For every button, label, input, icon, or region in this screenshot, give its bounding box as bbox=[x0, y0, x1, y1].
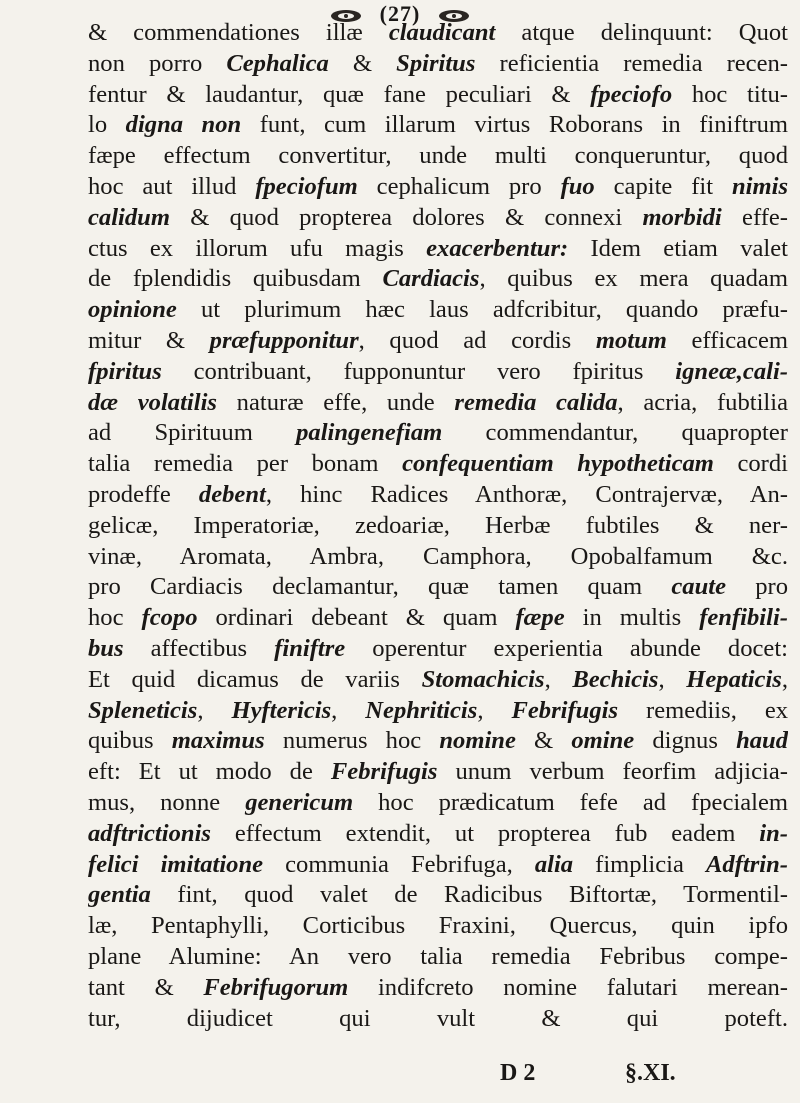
italic-term: fpeciofum bbox=[255, 172, 358, 200]
italic-term: opinione bbox=[88, 296, 177, 324]
text-segment: hoc titu- bbox=[672, 80, 788, 108]
text-segment: eft: Et ut modo de bbox=[88, 758, 331, 786]
page-footer bbox=[0, 1060, 800, 1094]
text-segment: , acria, fubtilia bbox=[617, 388, 788, 416]
italic-term: bus bbox=[88, 634, 124, 662]
text-line bbox=[88, 172, 788, 203]
italic-term: Spleneticis bbox=[88, 696, 198, 724]
italic-term: fcopo bbox=[141, 604, 198, 632]
text-segment: fint, quod valet de Radicibus Biftortæ, Tormentil- bbox=[150, 881, 788, 909]
text-line bbox=[88, 880, 788, 911]
text-segment: in multis bbox=[564, 604, 700, 632]
text-segment: remediis, ex bbox=[618, 696, 788, 724]
italic-term: morbidi bbox=[642, 203, 722, 231]
text-line bbox=[88, 603, 788, 634]
italic-term: Febrifugis bbox=[511, 696, 619, 724]
text-segment: mitur & bbox=[88, 326, 210, 354]
italic-term: haud bbox=[736, 727, 788, 755]
text-line bbox=[88, 480, 788, 511]
italic-term: calidum bbox=[88, 203, 170, 231]
text-segment: cordi bbox=[713, 450, 788, 478]
text-segment: efficacem bbox=[666, 326, 788, 354]
italic-term: in- bbox=[759, 819, 788, 847]
body-text bbox=[88, 18, 788, 1034]
text-segment: pro Cardiacis declamantur, quæ tamen quam bbox=[88, 573, 672, 601]
text-line bbox=[88, 49, 788, 80]
text-line bbox=[88, 911, 788, 942]
text-segment: ordinari debeant & quam bbox=[197, 604, 516, 632]
text-line bbox=[88, 726, 788, 757]
italic-term: Hepaticis bbox=[686, 665, 782, 693]
text-segment: commendantur, quapropter bbox=[442, 419, 788, 447]
text-line bbox=[88, 572, 788, 603]
text-segment: , bbox=[781, 665, 788, 693]
italic-term: Cardiacis bbox=[382, 265, 480, 293]
text-segment: & bbox=[328, 49, 397, 77]
text-segment: prodeffe bbox=[88, 480, 199, 508]
italic-term: omine bbox=[571, 727, 635, 755]
text-segment: contribuant, fupponuntur vero fpiritus bbox=[161, 357, 676, 385]
text-segment: vinæ, Aromata, Ambra, Camphora, Opobalfamum &c. bbox=[88, 542, 788, 570]
text-segment: plane Alumine: An vero talia remedia Febribus compe- bbox=[88, 942, 788, 970]
text-segment: effe- bbox=[721, 203, 788, 231]
text-segment: funt, cum illarum virtus Roborans in finiftrum bbox=[241, 111, 788, 139]
text-segment: quibus bbox=[88, 727, 172, 755]
italic-term: fpiritus bbox=[88, 357, 162, 385]
text-segment: atque delinquunt: Quot bbox=[495, 19, 788, 46]
text-segment: , bbox=[331, 696, 366, 724]
italic-term: digna non bbox=[125, 111, 242, 139]
text-line bbox=[88, 357, 788, 388]
text-line bbox=[88, 418, 788, 449]
italic-term: felici imitatione bbox=[88, 850, 264, 878]
text-segment: de fplendidis quibusdam bbox=[88, 265, 383, 293]
text-segment: hoc prædicatum fefe ad fpecialem bbox=[353, 788, 788, 816]
italic-term: nimis bbox=[731, 172, 788, 200]
text-segment: ut plurimum hæc laus adfcribitur, quando præfu- bbox=[176, 296, 788, 324]
text-segment: læ, Pentaphylli, Corticibus Fraxini, Quercus, quin ipfo bbox=[88, 912, 788, 940]
italic-term: igneæ,cali- bbox=[675, 357, 788, 385]
text-segment: , bbox=[197, 696, 232, 724]
text-segment: fæpe effectum convertitur, unde multi conqueruntur, quod bbox=[88, 142, 788, 170]
text-segment: indifcreto nomine falutari merean- bbox=[348, 973, 788, 1001]
text-segment: dignus bbox=[634, 727, 737, 755]
italic-term: Adftrin- bbox=[706, 850, 788, 878]
italic-term: Bechicis bbox=[572, 665, 659, 693]
text-line bbox=[88, 110, 788, 141]
text-line bbox=[88, 757, 788, 788]
italic-term: claudicant bbox=[388, 19, 496, 46]
text-segment: effectum extendit, ut propterea fub eadem bbox=[210, 819, 760, 847]
text-segment: numerus hoc bbox=[264, 727, 440, 755]
signature-mark: D 2 bbox=[500, 1060, 536, 1086]
text-segment: mus, nonne bbox=[88, 788, 246, 816]
italic-term: Febrifugis bbox=[330, 758, 438, 786]
italic-term: nomine bbox=[439, 727, 516, 755]
italic-term: Cephalica bbox=[226, 49, 329, 77]
text-line bbox=[88, 18, 788, 49]
text-line bbox=[88, 973, 788, 1004]
text-line bbox=[88, 634, 788, 665]
text-line bbox=[88, 141, 788, 172]
text-segment: cephalicum pro bbox=[357, 172, 561, 200]
text-segment: ctus ex illorum ufu magis bbox=[88, 234, 427, 262]
italic-term: Spiritus bbox=[396, 49, 476, 77]
text-line bbox=[88, 80, 788, 111]
text-segment: , bbox=[544, 665, 573, 693]
text-line bbox=[88, 326, 788, 357]
text-segment: non porro bbox=[88, 49, 227, 77]
italic-term: remedia calida bbox=[454, 388, 618, 416]
italic-term: Febrifugorum bbox=[203, 973, 349, 1001]
italic-term: exacerbentur: bbox=[426, 234, 569, 262]
text-line bbox=[88, 696, 788, 727]
text-segment: operentur experientia abunde docet: bbox=[345, 634, 788, 662]
text-segment: & quod propterea dolores & connexi bbox=[169, 203, 643, 231]
italic-term: gentia bbox=[88, 881, 151, 909]
text-line bbox=[88, 264, 788, 295]
text-line bbox=[88, 542, 788, 573]
text-segment: naturæ effe, unde bbox=[217, 388, 455, 416]
text-line bbox=[88, 819, 788, 850]
catchword: §.XI. bbox=[625, 1060, 676, 1086]
italic-term: palingenefiam bbox=[296, 419, 443, 447]
text-line bbox=[88, 295, 788, 326]
text-segment: affectibus bbox=[123, 634, 275, 662]
italic-term: caute bbox=[671, 573, 726, 601]
text-segment: & bbox=[515, 727, 572, 755]
italic-term: Hyftericis bbox=[231, 696, 332, 724]
text-segment: , bbox=[477, 696, 512, 724]
text-segment: tur, dijudicet qui vult & qui poteft. bbox=[88, 1004, 788, 1032]
italic-term: Nephriticis bbox=[365, 696, 478, 724]
italic-term: fpeciofo bbox=[590, 80, 673, 108]
text-segment: communia Febrifuga, bbox=[263, 850, 535, 878]
text-segment: & commendationes illæ bbox=[88, 19, 389, 46]
text-segment: ad Spirituum bbox=[88, 419, 297, 447]
text-segment: , quod ad cordis bbox=[358, 326, 596, 354]
italic-term: Stomachicis bbox=[421, 665, 545, 693]
text-line bbox=[88, 788, 788, 819]
italic-term: debent bbox=[198, 480, 266, 508]
text-line bbox=[88, 388, 788, 419]
text-segment: unum verbum feorfim adjicia- bbox=[437, 758, 788, 786]
text-line bbox=[88, 942, 788, 973]
text-line bbox=[88, 850, 788, 881]
italic-term: fuo bbox=[560, 172, 595, 200]
italic-term: confequentiam hypotheticam bbox=[402, 450, 714, 478]
text-line bbox=[88, 234, 788, 265]
text-segment: capite fit bbox=[594, 172, 732, 200]
italic-term: adftrictionis bbox=[88, 819, 211, 847]
page-number: (27) bbox=[379, 1, 421, 26]
text-line bbox=[88, 1004, 788, 1035]
text-line bbox=[88, 449, 788, 480]
italic-term: alia bbox=[534, 850, 574, 878]
text-segment: , quibus ex mera quadam bbox=[479, 265, 788, 293]
text-segment: , hinc Radices Anthoræ, Contrajervæ, An- bbox=[265, 480, 788, 508]
text-segment: Idem etiam valet bbox=[568, 234, 788, 262]
text-segment: , bbox=[658, 665, 687, 693]
text-segment: pro bbox=[726, 573, 788, 601]
text-segment: tant & bbox=[88, 973, 204, 1001]
italic-term: maximus bbox=[171, 727, 265, 755]
text-segment: fimplicia bbox=[573, 850, 706, 878]
italic-term: fæpe bbox=[515, 604, 565, 632]
text-segment: reficientia remedia recen- bbox=[475, 49, 788, 77]
italic-term: fenfibili- bbox=[699, 604, 788, 632]
text-line bbox=[88, 665, 788, 696]
italic-term: præfupponitur bbox=[209, 326, 359, 354]
italic-term: finiftre bbox=[274, 634, 346, 662]
italic-term: dæ volatilis bbox=[88, 388, 217, 416]
text-segment: hoc aut illud bbox=[88, 172, 256, 200]
text-segment: fentur & laudantur, quæ fane peculiari & bbox=[88, 80, 591, 108]
italic-term: motum bbox=[595, 326, 667, 354]
italic-term: genericum bbox=[245, 788, 354, 816]
text-segment: talia remedia per bonam bbox=[88, 450, 403, 478]
text-line bbox=[88, 203, 788, 234]
text-line bbox=[88, 511, 788, 542]
text-segment: Et quid dicamus de variis bbox=[88, 665, 422, 693]
text-segment: hoc bbox=[88, 604, 142, 632]
text-segment: lo bbox=[88, 111, 126, 139]
text-segment: gelicæ, Imperatoriæ, zedoariæ, Herbæ fubtiles & ner- bbox=[88, 511, 788, 539]
